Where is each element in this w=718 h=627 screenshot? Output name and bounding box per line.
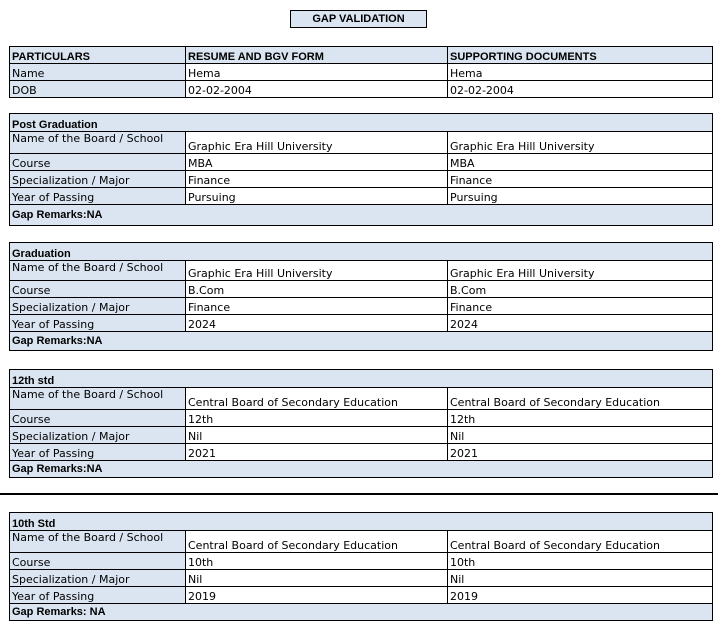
section-post-graduation [9,113,713,226]
table-row [10,132,713,154]
resume-value: 12th [186,410,448,427]
table-row [10,154,713,171]
docs-value: Graphic Era Hill University [448,261,713,281]
table-row [10,81,713,98]
docs-value: Nil [448,570,713,587]
row-label: Name of the Board / School [10,132,186,154]
resume-value: B.Com [186,281,448,298]
row-label: Year of Passing [10,587,186,604]
docs-value: Nil [448,427,713,444]
header-resume: RESUME AND BGV FORM [186,47,448,64]
resume-value: 2021 [186,444,448,461]
docs-value: Graphic Era Hill University [448,132,713,154]
gap-remarks: Gap Remarks: NA [10,604,713,621]
gap-remarks: Gap Remarks:NA [10,332,713,351]
table-row [10,410,713,427]
table-row [10,427,713,444]
resume-value: MBA [186,154,448,171]
row-label: Year of Passing [10,444,186,461]
resume-value: Nil [186,427,448,444]
resume-value: Central Board of Secondary Education [186,531,448,553]
table-row [10,553,713,570]
docs-value: Finance [448,298,713,315]
table-row [10,281,713,298]
resume-value: 2019 [186,587,448,604]
docs-value: 2024 [448,315,713,332]
gap-remarks: Gap Remarks:NA [10,461,713,478]
row-label: Course [10,281,186,298]
section-heading: Graduation [10,243,713,261]
personal-table [9,46,713,98]
table-row [10,587,713,604]
gap-remarks: Gap Remarks:NA [10,205,713,226]
docs-value: Pursuing [448,188,713,205]
header-documents: SUPPORTING DOCUMENTS [448,47,713,64]
section-heading: Post Graduation [10,114,713,132]
docs-value: 2021 [448,444,713,461]
resume-value: Graphic Era Hill University [186,261,448,281]
table-row [10,315,713,332]
section-heading: 10th Std [10,513,713,531]
table-row [10,298,713,315]
docs-value: Central Board of Secondary Education [448,531,713,553]
section-10th-std [9,512,713,621]
section-divider [0,493,718,495]
row-label: Name of the Board / School [10,388,186,410]
docs-value: Hema [448,64,713,81]
resume-value: Central Board of Secondary Education [186,388,448,410]
resume-value: Pursuing [186,188,448,205]
table-row [10,188,713,205]
section-heading: 12th std [10,370,713,388]
row-label: Specialization / Major [10,570,186,587]
docs-value: 2019 [448,587,713,604]
docs-value: 12th [448,410,713,427]
resume-value: 02-02-2004 [186,81,448,98]
resume-value: Graphic Era Hill University [186,132,448,154]
resume-value: Finance [186,171,448,188]
docs-value: Central Board of Secondary Education [448,388,713,410]
docs-value: 02-02-2004 [448,81,713,98]
row-label: Year of Passing [10,188,186,205]
row-label: Name of the Board / School [10,531,186,553]
row-label: Specialization / Major [10,427,186,444]
table-row [10,64,713,81]
resume-value: Nil [186,570,448,587]
table-row [10,171,713,188]
row-label: Course [10,410,186,427]
table-row [10,570,713,587]
section-graduation [9,242,713,351]
resume-value: Finance [186,298,448,315]
table-row [10,444,713,461]
docs-value: B.Com [448,281,713,298]
resume-value: 10th [186,553,448,570]
header-particulars: PARTICULARS [10,47,186,64]
page-title: GAP VALIDATION [290,10,427,28]
row-label: Name of the Board / School [10,261,186,281]
row-label: Course [10,154,186,171]
row-label: Specialization / Major [10,171,186,188]
table-row [10,388,713,410]
resume-value: Hema [186,64,448,81]
row-label: Year of Passing [10,315,186,332]
resume-value: 2024 [186,315,448,332]
row-label: Name [10,64,186,81]
docs-value: 10th [448,553,713,570]
docs-value: Finance [448,171,713,188]
row-label: DOB [10,81,186,98]
table-row [10,261,713,281]
header-row [10,47,713,64]
section-12th-std [9,369,713,478]
table-row [10,531,713,553]
docs-value: MBA [448,154,713,171]
row-label: Specialization / Major [10,298,186,315]
row-label: Course [10,553,186,570]
